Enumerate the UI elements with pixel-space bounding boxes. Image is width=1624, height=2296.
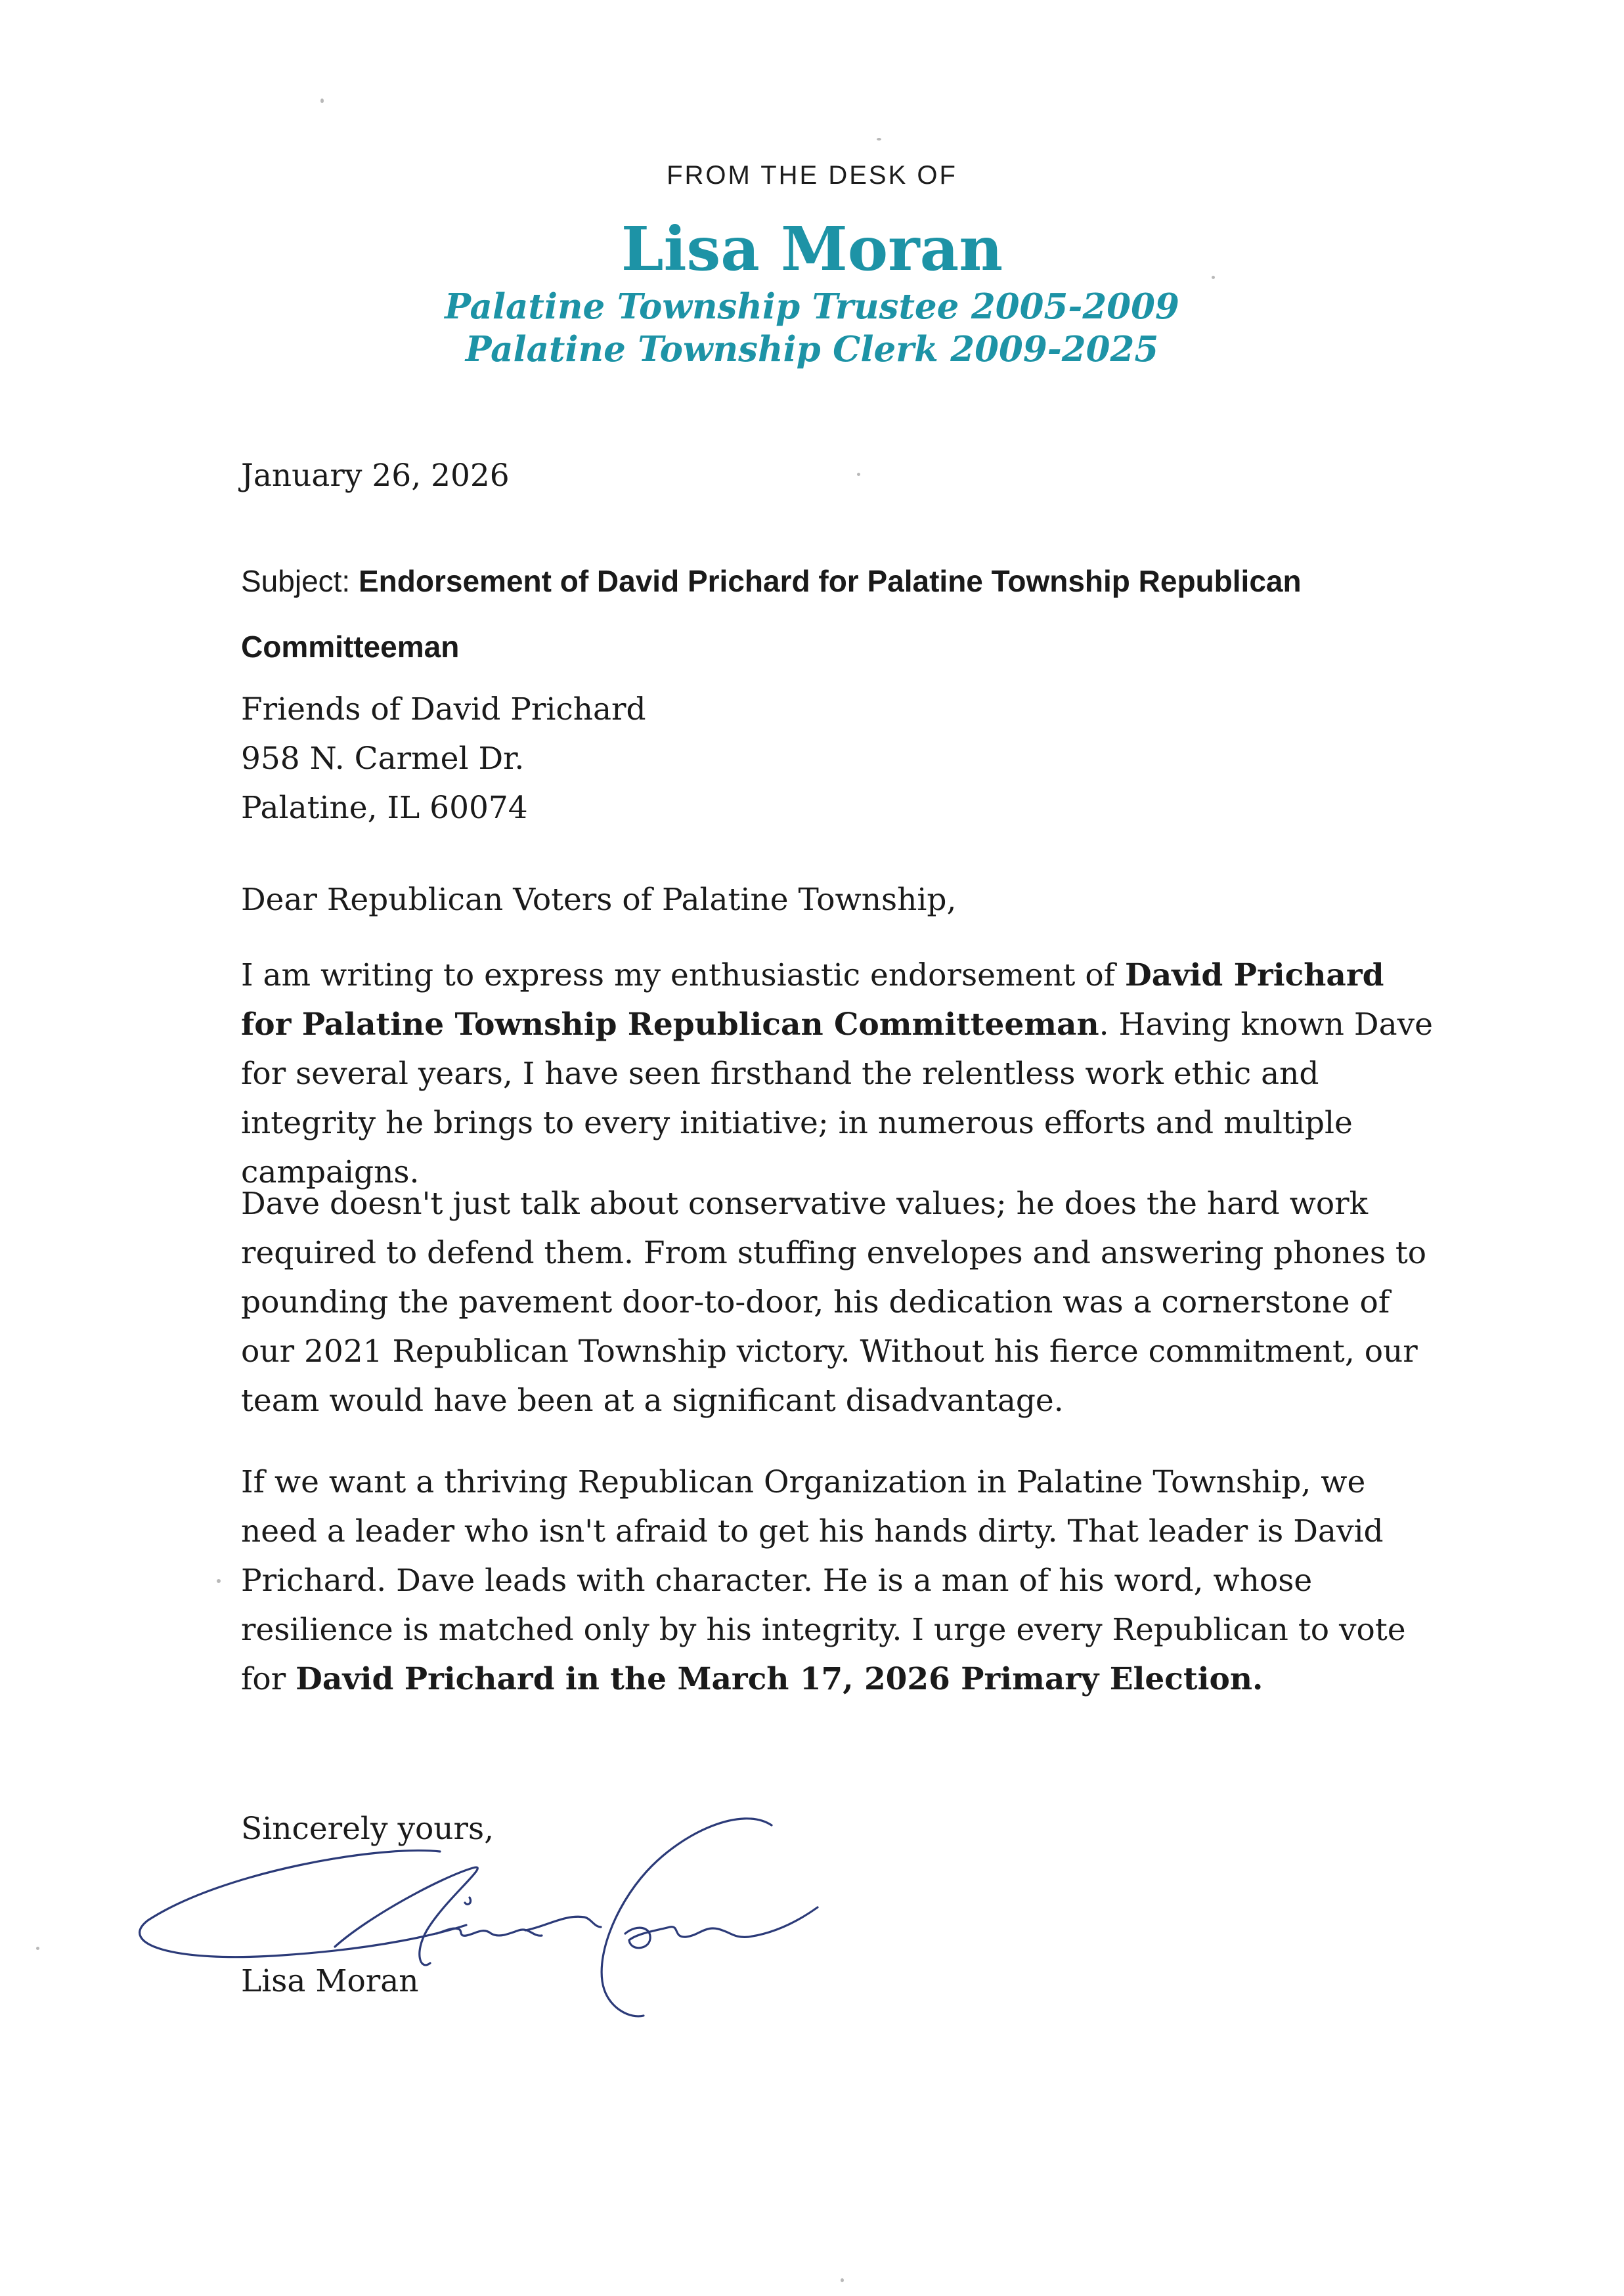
letter-date: January 26, 2026 [241,458,510,494]
paragraph-1-start: I am writing to express my enthusiastic endorsement of [241,957,1116,993]
scan-speck [877,138,881,141]
scan-speck [857,473,860,476]
scan-speck [320,98,324,103]
subject-line [241,548,1462,680]
subject-text: Endorsement of David Prichard for Palatine Township Republican Committeeman [241,564,1302,664]
recipient-address [241,685,646,833]
signer-name: Lisa Moran [241,1963,419,1999]
recipient-line-1: Friends of David Prichard [241,691,646,727]
paragraph-1 [241,951,1443,1197]
signature-stroke-tail [465,1897,471,1904]
recipient-line-3: Palatine, IL 60074 [241,790,528,826]
scan-speck [841,2278,844,2282]
subject-label: Subject: [241,564,351,598]
letterhead-title-clerk: Palatine Township Clerk 2009-2025 [465,329,1159,370]
paragraph-1-bold: David Prichard for Palatine Township Republican Committeeman [241,957,1384,1043]
letterhead-title-trustee: Palatine Township Trustee 2005-2009 [445,286,1179,327]
signature-image [131,1799,854,2035]
letterhead-name: Lisa Moran [621,213,1003,284]
recipient-line-2: 958 N. Carmel Dr. [241,741,525,777]
scan-speck [36,1947,39,1950]
signature-stroke-m [525,1917,601,1930]
scan-speck [217,1579,221,1583]
closing: Sincerely yours, [241,1811,494,1847]
signature-stroke-l [335,1867,477,1965]
letterhead-from-label: FROM THE DESK OF [667,161,957,190]
signature-stroke-loop [140,1850,466,1957]
paragraph-2: Dave doesn't just talk about conservative values; he does the hard work required to defend them. From stuffing envelopes and answering phones to pounding the pavement door-to-door, his dedication was a cornerstone of our 2021 Republican Township victory. Without his fierce commitment, our team would have been at a significant disadvantage. [241,1186,1427,1419]
paragraph-3-start: If we want a thriving Republican Organization in Palatine Township, we need a leader who isn't afraid to get his hands dirty. That leader is David Prichard. Dave leads with character. He is a man of his word, whose resilience is matched only by his integrity. I urge every Republican to vote for [241,1464,1406,1697]
paragraph-3-bold: David Prichard in the March 17, 2026 Primary Election. [296,1661,1263,1697]
scan-speck [1212,276,1215,279]
signature-stroke-moran [602,1819,772,2016]
salutation: Dear Republican Voters of Palatine Township, [241,882,957,918]
paragraph-1-end: . Having known Dave for several years, I have seen firsthand the relentless work ethic and integrity he brings to every initiative; in numerous efforts and multiple campaigns. [241,1007,1433,1190]
paragraph-3 [241,1458,1443,1704]
signature-stroke-oran [625,1907,818,1948]
